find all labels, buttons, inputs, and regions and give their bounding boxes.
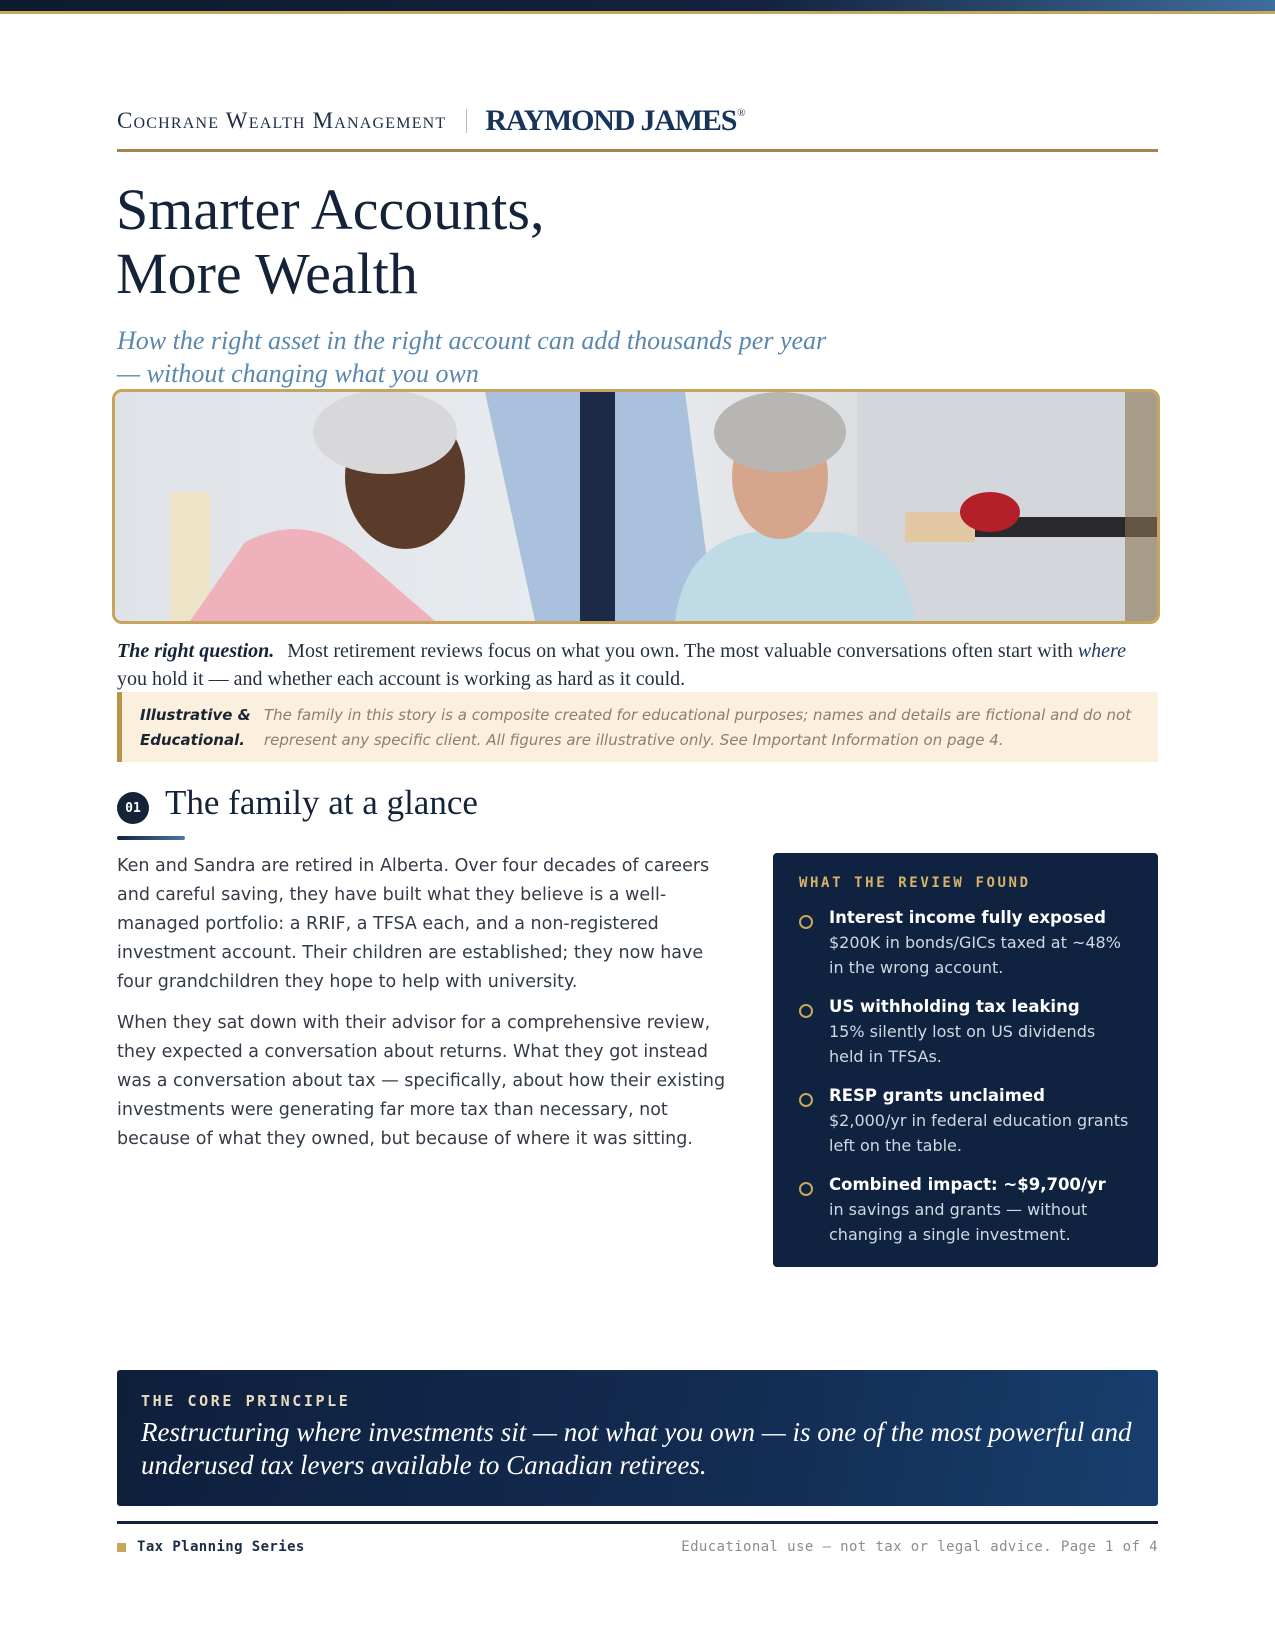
- firm-name: Cochrane Wealth Management: [117, 108, 447, 133]
- disclaimer-note: [117, 692, 1158, 762]
- lead-emphasis: where: [1077, 640, 1126, 662]
- note-label-line-1: Illustrative &: [140, 706, 251, 724]
- note-label: [140, 703, 264, 753]
- review-item-title: Interest income fully exposed: [829, 908, 1106, 927]
- review-item: [799, 905, 1134, 980]
- principle-heading: THE CORE PRINCIPLE: [141, 1392, 351, 1410]
- review-item-desc: $2,000/yr in federal education grants left on the table.: [829, 1111, 1129, 1155]
- title-line-1: Smarter Accounts,: [116, 177, 545, 242]
- page-title: [116, 178, 916, 306]
- top-gold-stripe: [0, 11, 1275, 14]
- title-line-2: More Wealth: [116, 241, 418, 306]
- section-heading: [117, 782, 478, 824]
- section-number-badge: 01: [117, 792, 149, 824]
- review-item: [799, 994, 1134, 1069]
- lead-text-after: you hold it — and whether each account is working as hard as it could.: [117, 668, 686, 690]
- circle-bullet-icon: [799, 915, 813, 929]
- review-item-desc: 15% silently lost on US dividends held in TFSAs.: [829, 1022, 1096, 1066]
- footer-disclaimer: Educational use — not tax or legal advice. Page 1 of 4: [681, 1539, 1158, 1555]
- page-subtitle: [117, 324, 967, 390]
- review-item-desc: $200K in bonds/GICs taxed at ~48% in the wrong account.: [829, 933, 1121, 977]
- footer-series: [117, 1539, 305, 1555]
- raymond-james-logo: [485, 104, 745, 138]
- core-principle-callout: [117, 1370, 1158, 1506]
- review-heading: WHAT THE REVIEW FOUND: [799, 875, 1031, 891]
- square-bullet-icon: [117, 1543, 126, 1552]
- brand-divider: [466, 109, 467, 133]
- note-label-line-2: Educational.: [140, 731, 245, 749]
- review-item-title: Combined impact: ~$9,700/yr: [829, 1175, 1106, 1194]
- series-name: Tax Planning Series: [137, 1539, 305, 1555]
- subtitle-line-2: — without changing what you own: [117, 359, 479, 388]
- review-item-desc: in savings and grants — without changing a single investment.: [829, 1200, 1088, 1244]
- lead-text-before: Most retirement reviews focus on what you own. The most valuable conversations often start with: [287, 640, 1073, 662]
- section-body: [117, 852, 742, 1166]
- header-rule: [117, 149, 1158, 152]
- body-paragraph-2: When they sat down with their advisor for a comprehensive review, they expected a conversation about returns. What they got instead was a conversation about tax — specifically, about how their existing investments were generating far more tax than necessary, not because of what they owned, but because of where it was sitting.: [117, 1013, 726, 1149]
- circle-bullet-icon: [799, 1182, 813, 1196]
- review-item: [799, 1172, 1134, 1247]
- lead-question: The right question.: [117, 640, 275, 662]
- principle-quote: Restructuring where investments sit — not what you own — is one of the most powerful and underused tax levers available to Canadian retirees.: [141, 1417, 1132, 1480]
- section-underline: [117, 836, 185, 840]
- circle-bullet-icon: [799, 1004, 813, 1018]
- review-item-title: RESP grants unclaimed: [829, 1086, 1045, 1105]
- registered-mark: ®: [737, 107, 746, 119]
- circle-bullet-icon: [799, 1093, 813, 1107]
- logo-wordmark: RAYMOND JAMES: [485, 104, 737, 137]
- footer-rule: [117, 1521, 1158, 1524]
- hero-photo: [112, 389, 1160, 624]
- review-item-title: US withholding tax leaking: [829, 997, 1080, 1016]
- subtitle-line-1: How the right asset in the right account can add thousands per year: [117, 326, 827, 355]
- section-title: The family at a glance: [165, 783, 478, 822]
- top-accent-bar: [0, 0, 1275, 11]
- review-item: [799, 1083, 1134, 1158]
- brand-header: [117, 104, 746, 138]
- body-paragraph-1: Ken and Sandra are retired in Alberta. Over four decades of careers and careful saving, they have built what they believe is a well-managed portfolio: a RRIF, a TFSA each, and a non-registered investment account. Their children are established; they now have four grandchildren they hope to help with university.: [117, 856, 710, 992]
- note-text: The family in this story is a composite created for educational purposes; names and details are fictional and do not represent any specific client. All figures are illustrative only. See Important Information on page 4.: [264, 706, 1132, 749]
- lead-paragraph: [117, 637, 1162, 693]
- review-findings-panel: [773, 853, 1158, 1267]
- retired-couple-photo-icon: [115, 392, 1157, 621]
